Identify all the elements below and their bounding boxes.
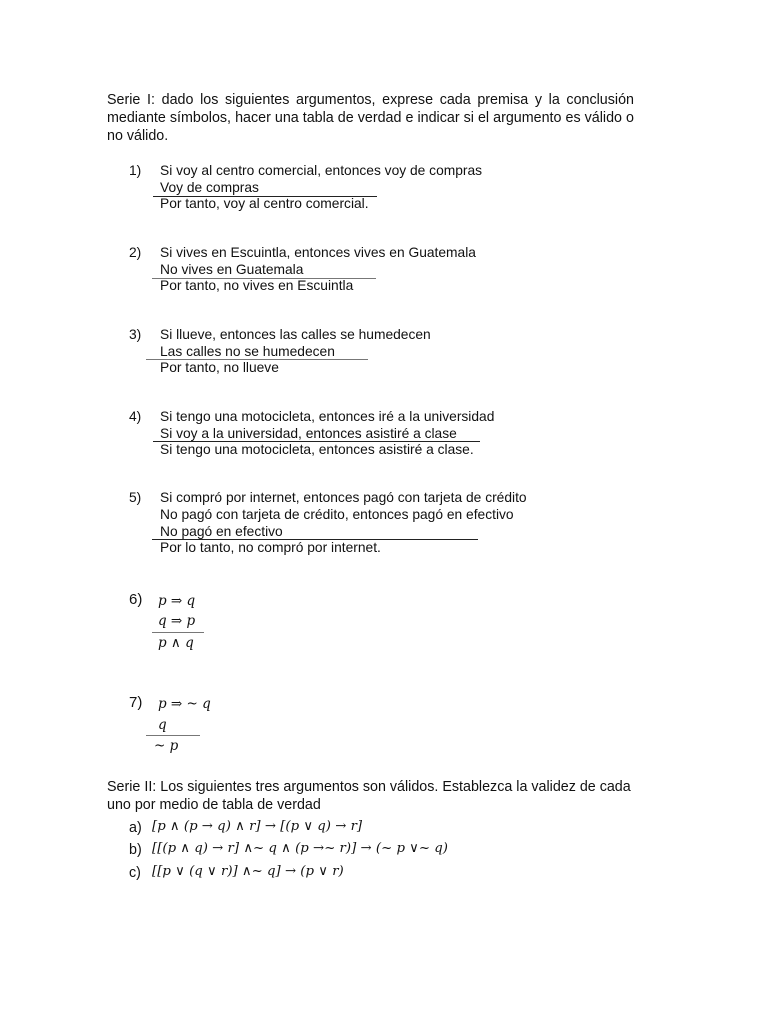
argument-7-premise-1: p ⇒ ~ q — [158, 696, 211, 712]
argument-7-number: 7) — [129, 694, 143, 711]
argument-4-premise-1: Si tengo una motocicleta, entonces iré a la universidad — [160, 409, 495, 424]
serie-1-instructions: Serie I: dado los siguientes argumentos, exprese cada premisa y la conclusión mediante símbolos, hacer una tabla de verdad e indicar si el argumento es válido o no válido. — [107, 92, 634, 144]
argument-6-premise-2: q ⇒ p — [158, 613, 196, 629]
argument-2-premise-2: No vives en Guatemala — [160, 262, 304, 277]
serie-2-item-a-expression: [p ∧ (p → q) ∧ r] → [(p ∨ q) → r] — [152, 819, 363, 834]
argument-7-conclusion-rule — [146, 735, 200, 736]
argument-6-premise-1: p ⇒ q — [158, 593, 196, 609]
argument-4-number: 4) — [129, 409, 142, 424]
argument-7-premise-2: q — [158, 717, 167, 733]
argument-3-conclusion: Por tanto, no llueve — [160, 360, 279, 375]
argument-2-conclusion: Por tanto, no vives en Escuintla — [160, 278, 354, 293]
argument-5-premise-3: No pagó en efectivo — [160, 524, 283, 539]
serie-2-item-c-label: c) — [129, 865, 141, 881]
serie-2-item-b-expression: [[(p ∧ q) → r] ∧~ q ∧ (p →~ r)] → (~ p ∨~ q) — [152, 841, 448, 856]
argument-3-premise-2: Las calles no se humedecen — [160, 344, 335, 359]
serie-2-item-b-label: b) — [129, 842, 142, 858]
serie-2-instructions: Serie II: Los siguientes tres argumentos son válidos. Establezca la validez de cada uno por medio de tabla de verdad — [107, 779, 631, 813]
argument-4-premise-2: Si voy a la universidad, entonces asistiré a clase — [160, 426, 457, 441]
argument-2-number: 2) — [129, 245, 142, 260]
argument-1-conclusion: Por tanto, voy al centro comercial. — [160, 196, 369, 211]
serie-2-item-c-expression: [[p ∨ (q ∨ r)] ∧~ q] → (p ∨ r) — [152, 864, 344, 879]
argument-1-premise-1: Si voy al centro comercial, entonces voy de compras — [160, 163, 483, 178]
serie-2-item-a-label: a) — [129, 820, 142, 836]
argument-5-conclusion: Por lo tanto, no compró por internet. — [160, 540, 381, 555]
argument-6-number: 6) — [129, 591, 143, 608]
argument-3-number: 3) — [129, 327, 142, 342]
argument-6-conclusion: p ∧ q — [158, 635, 194, 651]
argument-1-premise-2: Voy de compras — [160, 180, 259, 195]
argument-2-premise-1: Si vives en Escuintla, entonces vives en Guatemala — [160, 245, 476, 260]
argument-6-conclusion-rule — [152, 632, 204, 633]
argument-7-conclusion: ~ p — [154, 738, 179, 754]
argument-3-premise-1: Si llueve, entonces las calles se humedecen — [160, 327, 431, 342]
argument-4-conclusion: Si tengo una motocicleta, entonces asistiré a clase. — [160, 442, 474, 457]
argument-5-number: 5) — [129, 490, 142, 505]
argument-5-premise-2: No pagó con tarjeta de crédito, entonces pagó en efectivo — [160, 507, 514, 522]
argument-5-premise-1: Si compró por internet, entonces pagó con tarjeta de crédito — [160, 490, 527, 505]
argument-1-number: 1) — [129, 163, 142, 178]
